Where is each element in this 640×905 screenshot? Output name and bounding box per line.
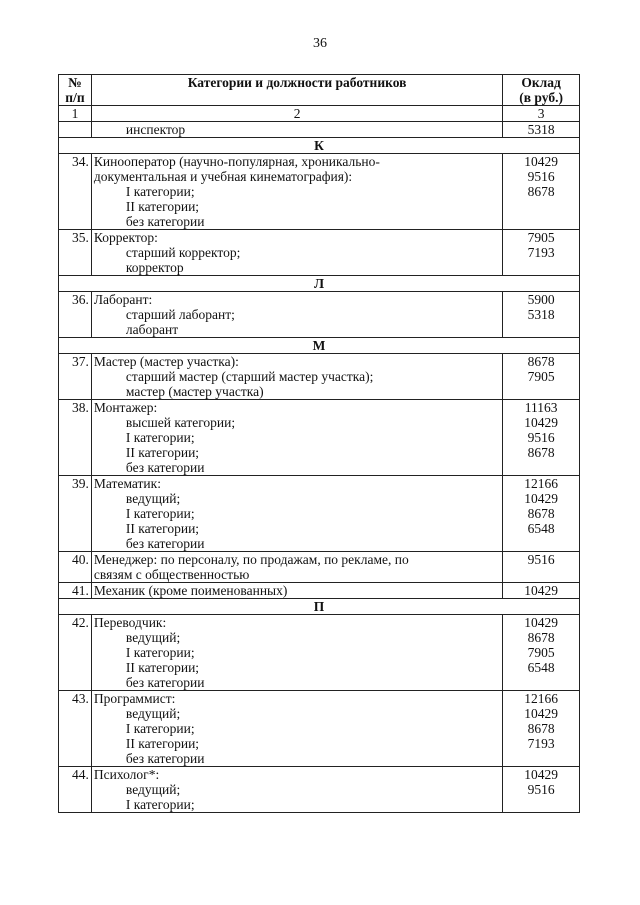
category-label: II категории; [125, 521, 200, 536]
category-label: без категории [125, 214, 205, 229]
salary-value: 8678 [527, 630, 555, 645]
table-row [59, 122, 580, 138]
table-row [59, 767, 580, 813]
position-title: Механик (кроме поименованных) [93, 583, 288, 598]
header-number: № п/п [59, 75, 92, 106]
salary-value: 12166 [524, 691, 558, 706]
category-label: корректор [125, 260, 184, 275]
category-label: ведущий; [125, 782, 181, 797]
position-title: Менеджер: по персоналу, по продажам, по рекламе, по [93, 552, 409, 567]
salary-value: 9516 [527, 430, 555, 445]
salary-cell [503, 122, 580, 138]
salary-value: 7193 [527, 736, 555, 751]
salary-value: 8678 [527, 721, 555, 736]
row-number: 40. [59, 552, 92, 583]
salary-value: 9516 [527, 552, 555, 567]
salary-value: 8678 [527, 506, 555, 521]
salary-cell [503, 154, 580, 230]
category-label: II категории; [125, 199, 200, 214]
salary-value: 10429 [524, 491, 558, 506]
table-row [59, 354, 580, 400]
salary-value: 10429 [524, 706, 558, 721]
salary-value: 10429 [524, 154, 558, 169]
position-cell [91, 583, 502, 599]
category-label: высшей категории; [125, 415, 236, 430]
category-label: I категории; [125, 506, 195, 521]
position-title: инспектор [125, 122, 186, 137]
salary-value: 6548 [527, 521, 555, 536]
position-cell [91, 615, 502, 691]
row-number: 36. [59, 292, 92, 338]
salary-value: 11163 [524, 400, 558, 415]
salary-value: 10429 [524, 583, 558, 598]
letter-section-row [59, 338, 580, 354]
table-row [59, 154, 580, 230]
category-label: без категории [125, 751, 205, 766]
salary-value: 7905 [527, 369, 555, 384]
row-number: 44. [59, 767, 92, 813]
salary-value: 7193 [527, 245, 555, 260]
salary-value: 8678 [527, 445, 555, 460]
category-label: мастер (мастер участка) [125, 384, 264, 399]
position-cell [91, 354, 502, 400]
salary-value: 6548 [527, 660, 555, 675]
category-label: I категории; [125, 797, 195, 812]
salary-value: 12166 [524, 476, 558, 491]
section-letter: М [59, 338, 580, 354]
position-title: Лаборант: [93, 292, 153, 307]
category-label: старший мастер (старший мастер участка); [125, 369, 374, 384]
category-label: II категории; [125, 445, 200, 460]
salary-cell [503, 476, 580, 552]
position-title: документальная и учебная кинематография): [93, 169, 353, 184]
row-number [59, 122, 92, 138]
salary-value: 10429 [524, 415, 558, 430]
position-title: Переводчик: [93, 615, 167, 630]
position-title: Программист: [93, 691, 176, 706]
table-body [59, 122, 580, 813]
position-title: Психолог*: [93, 767, 160, 782]
table-row [59, 691, 580, 767]
table-row [59, 230, 580, 276]
salary-cell [503, 230, 580, 276]
salary-value: 9516 [527, 169, 555, 184]
category-label: старший лаборант; [125, 307, 235, 322]
category-label: II категории; [125, 660, 200, 675]
position-cell [91, 292, 502, 338]
category-label: старший корректор; [125, 245, 241, 260]
table-row [59, 292, 580, 338]
letter-section-row [59, 138, 580, 154]
salary-value: 9516 [527, 782, 555, 797]
position-cell [91, 691, 502, 767]
category-label: II категории; [125, 736, 200, 751]
category-label: I категории; [125, 721, 195, 736]
table-row [59, 552, 580, 583]
index-cell: 1 [59, 106, 92, 122]
salary-cell [503, 400, 580, 476]
position-title: Корректор: [93, 230, 158, 245]
row-number: 38. [59, 400, 92, 476]
row-number: 41. [59, 583, 92, 599]
category-label: I категории; [125, 184, 195, 199]
salary-value: 10429 [524, 767, 558, 782]
table-header-row [59, 75, 580, 106]
category-label: ведущий; [125, 491, 181, 506]
position-title: Кинооператор (научно-популярная, хроникально- [93, 154, 380, 169]
category-label: ведущий; [125, 630, 181, 645]
category-label: лаборант [125, 322, 179, 337]
position-cell [91, 400, 502, 476]
position-cell [91, 476, 502, 552]
salary-value: 10429 [524, 615, 558, 630]
letter-section-row [59, 276, 580, 292]
row-number: 34. [59, 154, 92, 230]
salary-value: 5900 [527, 292, 555, 307]
table-row [59, 583, 580, 599]
position-title: Математик: [93, 476, 161, 491]
salary-table [58, 74, 580, 813]
header-salary: Оклад (в руб.) [503, 75, 580, 106]
category-label: без категории [125, 460, 205, 475]
header-name: Категории и должности работников [91, 75, 502, 106]
position-cell [91, 154, 502, 230]
category-label: без категории [125, 675, 205, 690]
salary-cell [503, 691, 580, 767]
salary-value: 8678 [527, 184, 555, 199]
section-letter: Л [59, 276, 580, 292]
salary-cell [503, 292, 580, 338]
table-row [59, 476, 580, 552]
salary-value: 5318 [527, 307, 555, 322]
table-row [59, 400, 580, 476]
position-cell [91, 122, 502, 138]
category-label: ведущий; [125, 706, 181, 721]
index-cell: 2 [91, 106, 502, 122]
position-cell [91, 230, 502, 276]
category-label: без категории [125, 536, 205, 551]
salary-cell [503, 552, 580, 583]
index-cell: 3 [503, 106, 580, 122]
salary-cell [503, 583, 580, 599]
salary-value: 8678 [527, 354, 555, 369]
category-label: I категории; [125, 645, 195, 660]
position-cell [91, 552, 502, 583]
page-number: 36 [313, 36, 327, 51]
section-letter: К [59, 138, 580, 154]
salary-cell [503, 767, 580, 813]
row-number: 43. [59, 691, 92, 767]
position-title: связям с общественностью [93, 567, 250, 582]
position-title: Монтажер: [93, 400, 158, 415]
row-number: 42. [59, 615, 92, 691]
position-cell [91, 767, 502, 813]
salary-cell [503, 615, 580, 691]
position-title: Мастер (мастер участка): [93, 354, 239, 369]
index-row [59, 106, 580, 122]
letter-section-row [59, 599, 580, 615]
salary-value: 7905 [527, 645, 555, 660]
row-number: 39. [59, 476, 92, 552]
salary-value: 5318 [527, 122, 555, 137]
row-number: 35. [59, 230, 92, 276]
row-number: 37. [59, 354, 92, 400]
section-letter: П [59, 599, 580, 615]
salary-cell [503, 354, 580, 400]
salary-value: 7905 [527, 230, 555, 245]
category-label: I категории; [125, 430, 195, 445]
table-row [59, 615, 580, 691]
